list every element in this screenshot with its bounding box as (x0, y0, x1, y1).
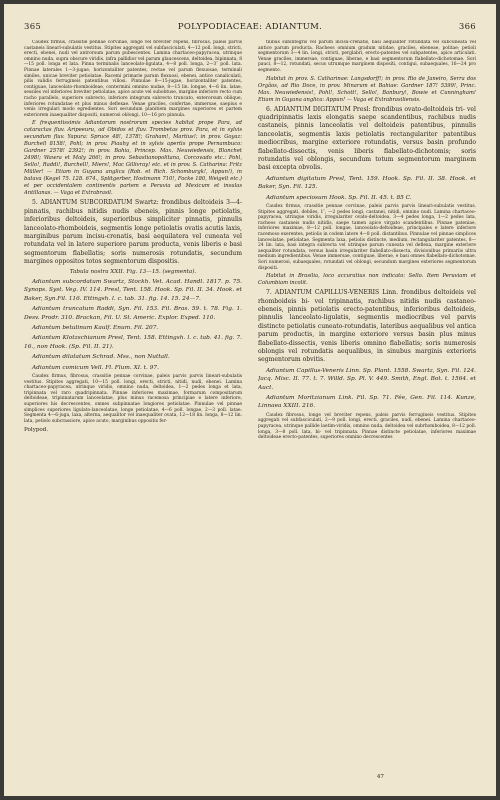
synonym-reference: Adiantum speciosum Hook. Sp. Fil. II. 45. t. 85 C. (266, 194, 412, 201)
habitat-paragraph: E frequentissimis Adiantorum nostrorum species habitat prope Para, ad cataractas fluv. Aripeeuru, ad Obidos et fluv. Trombetas prov. Para, et in sylvis secundum fluv. Yapura: Spruce 48!, 1378!; Graham!, Martius!; in prov. Goyaz: Burchell 8158!, Pohl; in prov. Piauhy et in sylvis apertis prope Pernambuco: Gardner 2578! 2392!; in prov. Bahia, Princep. Max. Neuwiedensis, Blanchet 2498!; Wawra et Maly 266!; in prov. Sebastianopolitana, Corcovado etc.: Pohl, Sello!, Raddi!, Burchell!, Miers!, Mac Gillivray! etc. et in prov. S. Catharina: Fritz Müller! — Etiam in Guyana anglica (Rob. et Rich. Schomburgk!, Appun!), in batava (Kegel 75. 128. 674., Splitgerber, Hostmann 710!, Focke 180, Weigelt etc.) et per occidentalem continentis partem e Peruvia ad Mexicum et insulas Antillanas. — Vaga et Extrabrasil. (24, 120, 242, 197)
synonym-reference: Adiantum Capillus-Veneris Linn. Sp. Plant. 1558. Swartz, Syn. Fil. 124. Jacq. Misc. II. 77. t. 7. Willd. Sp. Pl. V. 449. Smith, Engl. Bot. t. 1564. et Auct. (258, 367, 476, 391)
description-paragraph: tilibus subintegris vel parum incisu-crenatis, basi aequaliter rotundata vel subcuneata vel antice parum producta. Racheos omnium gradum nitidae, graciles, ebeneae, politae; petioli segmentorum 3—4 lin. longi, stricti, perglabri, erecto-patentes vel subpatentes, apice articulati. Venae graciles, immersae, contiguae, liberae, e basi segmentorum flabellato-dichotomae. Sori pauci, 8—12, rotundati, secus utrumque marginem dispositi, contigui, subaequales, 16—24 pro segmento. (258, 40, 476, 73)
signature-mark: Polypod. (24, 427, 49, 434)
synonym-reference: Adiantum digitatum Presl, Tent. 159. Hook. Sp. Fil. II. 38. Hook. et Baker, Syn. Fil. 125. (258, 175, 476, 191)
sheet-number: 47 (376, 774, 384, 780)
habitat-paragraph: Habitat in Brasilia, loco accuratius non indicato: Sello. Item Peruviam et Columbiam incolit. (258, 273, 476, 287)
species-diagnosis: 6. ADIANTUM DIGITATUM Presl: frondibus ovato-deltoideis tri- vel quadripinnatis laxis elongatis saepe scandentibus, rachibus nudis castaneis, pinnis lanceolatis vel deltoideis patentibus, pinnulis lanceolatis, segmentis laxis petiolatis rectangulariter patentibus mediocribus, margine exteriore rotundatis, versus basin profundo flabellato-dissectis, venis liberis flabellato-dichotomis; soris rotundatis vel oblongis, secundum totum segmentorum marginem basi excepta obvolis. (258, 105, 476, 172)
description-paragraph: Caudex fibrosus, longe vel breviter repens, paleis parvis ferrugineis vestitus. Stipites aggregati vel subfasciculati, 2—9 poll. longi, erecti, graciles, nudi, ebenei. Lamina chartaceo-papyracea, utrinque pallide laetim-viridis, omnino nuda, deltoidea vel subrhomboidea, 8—12 poll. longa, 3—8 poll. lata, bi- vel tripinnata. Pinnae distincte petiolatae, inferiores maximae deltoideae erecto-patentes, superiores omnino decrescentes (258, 412, 476, 441)
page-header (24, 22, 476, 36)
synonym-reference: Adiantum truncatum Raddi, Syn. Fil. 153. Fil. Bras. 59. t. 78. Fig. 1. Desv. Prodr. 310. Brackan, Fil. U. St. Americ. Explor. Exped. 110. (24, 306, 242, 321)
description-paragraph: Caudex firmus, fibrosus, crassitie pennae corvinae, paleis parvis parvis lineari-subulatis vestitus. Stipites aggregati, 10—15 poll. longi, erecti, stricti, nitidi, nudi, ebenei. Lamina chartaceo-papyracea, utrinque viridis, omnino nuda, deltoidea, 1—2 pedes longa et lata, tripinnata vel raro quadripinnata. Pinnae inferiores maximae, formarum compositarum deltoideae, tripinnatarum lanceolatae, plus minus racemosa principiae e latere inferiore, superiores his decrescentes, omnes subpinnatae longiores petiolatae. Pinnulae vel pinnae simplices superiores ligulato-lanceolatae, longe petiolatae, 4—6 poll. longae, 2—3 poll. latae. Segmenta 4—6-juga, laxa, alterna, aequalitor vel inaequaliter ovata, 12—18 lin. longa, 8—12 lin. lata, petiolo subcrassiore, apice acuto, marginibus oppositis fer- (24, 374, 242, 424)
habitat-paragraph: Habitat in prov. S. Catharinae: Langsdorff!; in prov. Rio de Janeiro, Serra dos Orgãos, ad Rio Doce, in prov. Minarum et Bahiae: Gardner 187! 5399!, Princ. Max. Neuwiedensis!, Pohl!, Schott!, Sello!, Banbury!, Bowie et Cunningham! Etiam in Guyana anglica: Appun! — Vaga et Extrabrasiliensis. (258, 75, 476, 103)
page-number-right: 366 (458, 22, 476, 32)
document-page (4, 4, 496, 796)
description-paragraph: Caudex firmus, crassitie pennae corvinae, paleis parvis parvis lineari-subulatis vestitus. Stipites aggregati, debiles, 1″, —2 pedes longi, castanei, nitidi, omnino nudi. Lamina chartaceo-papyracea, utrinque viridis, irregulariter ovato-deltoidea, 3—4 pedes longa, 1—2 pedes lata, racheos castaneis nudis nitidis, saepe tamen apice virgato scandentibus. Pinnae pateniae, inferiores maximae, 8—12 poll. longae, lanceolato-deltoideae, principales e latere inferiore racemoso exerentes, petiolis in codem latere 4—8 poll. distantibus. Pinnulae vel pinnae simplices lanceolatae, petiolatae. Segmenta laxa, petiolis distincte, medium, rectangulariter patentes, 8—24 lin. lata, basi integra subrecta vel utrinque parum cuneata vel deflexa, margine exteriore aequaliter rotundata, versus basin irregulariter flabellato-dissecta, divisionibus primariis ultra medium ingredientibus. Venae immersae, contiguae, liberae, e basi omnes flabellato-dichotomae. Sori numerosi, subaequales, rotundati vel oblongi, secundum margines exteriores segmentorum dispositi. (258, 204, 476, 271)
description-paragraph: Caudex firmus, crassitie pennae corvinae, longe vel breviter repens, fibrosus, paleis parvis castaneis linearl-subulatis vestitus. Stipites aggregati vel subfasciculati, 4—12 poll. longi, stricti, erecti, ebenei, nudi vel antrorsum parum pubescentes. Lamina chartaceo-papyracea, utrinque omnino nuda, supra obscure viridis, infra pallidior vel parum glaucescens, deltoidea, bipinnata, 8—15 poll. longa et lata. Pinna terminalis lanceolato-ligulata, 4—8 poll. longa, 2—3″ poll. lata. Pinnae laterales 1—3-jugae, horizontaliter patentes, rectae vel parum flexuosae, terminali similes, unicae breviter petiolatae. Racemi primarie parum flexuosi, ebenei, antice canaliculati, pilis validis ferrugineis patentibus villosi. Pinnulae 8—15-jugae, horizontaliter patentes, contiguae, lanceolato-rhomboideae, contermini omnino nudae, 8—15 lin. longae, 4—6 lin. latae, sessiles vel inferiores breviter petiolatae, apice acute vel subobtuse, margine inferiore recto cum racho parallelo, superiore subrecto, inferiore integrum subrecto truncato, exterorsum oblique, inferiores rotundatae et plus minus deflexae. Venae graciles, confertae, immersae, saepius e venis irregulari modo egredientes. Sori secundum planitiem margines superiores et partem exteriorem inaequaliter dispositi, numerosi oblongi, 10—16 pro pinnula. (24, 40, 242, 118)
plate-reference: Tabula nostra XXII. Fig. 13—15. (segmenta). (69, 268, 197, 275)
synonym-reference: Adiantum comicum Vell. Fl. Flum. XI. t. 97. (32, 364, 159, 371)
running-title: POLYPODIACEAE: ADIANTUM. (177, 22, 323, 32)
synonym-reference: Adiantum subcordatum Swartz, Stockh. Vet. Acad. Handl. 1817. p. 75. Synops. Syst. Veg. IV. 114. Presl, Tent. 158. Hook. Sp. Fil. II. 34. Hook. et Baker, Syn.Fil. 116. Ettingsh. l. c. tab. 31. fig. 14. 15. 24—7. (24, 278, 242, 302)
page-number-left: 365 (24, 22, 42, 32)
right-column (258, 40, 476, 770)
left-column (24, 40, 242, 770)
species-diagnosis: 5. ADIANTUM SUBCORDATUM Swartz: frondibus deltoideis 3—4-pinnatis, rachibus nitidis nudis ebeneis, pinnis longe petiolatis, inferioribus deltoideis, superioribus simpliciter pinnatis, pinnulis lanceolato-rhomboideis, segmentis longe petiolatis ovatis acutis laxis, marginibus parum incisu-crenatis, basi aequilatera vel cuneata vel rotundata vel in latere superiore parum producta, venis liberis e basi segmentorum flabellatis; soris numerosis rotundatis, secundum margines oppositos totos segmentorum dispositis. (24, 199, 242, 266)
synonym-reference: Adiantum betulinum Kaulf. Enum. Fil. 207. (32, 325, 159, 331)
synonym-reference: Adiantum Moritzianum Link. Fil. Sp. 71. Fée, Gen. Fil. 114. Kunze, Linnaea XXIII. 216. (258, 395, 476, 410)
synonym-reference: Adiantum Klotzschianum Presl, Tent. 158. Ettingsh. l. c. tab. 41. fig. 7. 16., non Hook. (Sp. Fil. II. 21). (24, 335, 242, 350)
synonym-reference: Adiantum dilatatum Schrad. Mss., non Nuttall. (32, 354, 170, 361)
species-diagnosis: 7. ADIANTUM CAPILLUS-VENERIS Linn. frondibus deltoideis vel rhomboideis bi- vel tripinnatis, rachibus nitidis nudis castaneo-ebeneis, pinnis petiolatis erecto-patentibus, inferioribus deltoideis, pinnulis lanceolato-ligulatis, segmentis mediocribus vel parvis distincte petiolatis cuneato-rotundatis, lateribus aequalibus vel antica parum productis, in margine exteriore versus basin plus minus flabellato-dissectis, venis liberis omnino flabellatis; soris numerosis oblongis vel rotundatis aequalibus, in sinubus marginis exterioris segmentorum obvitis. (258, 289, 476, 364)
